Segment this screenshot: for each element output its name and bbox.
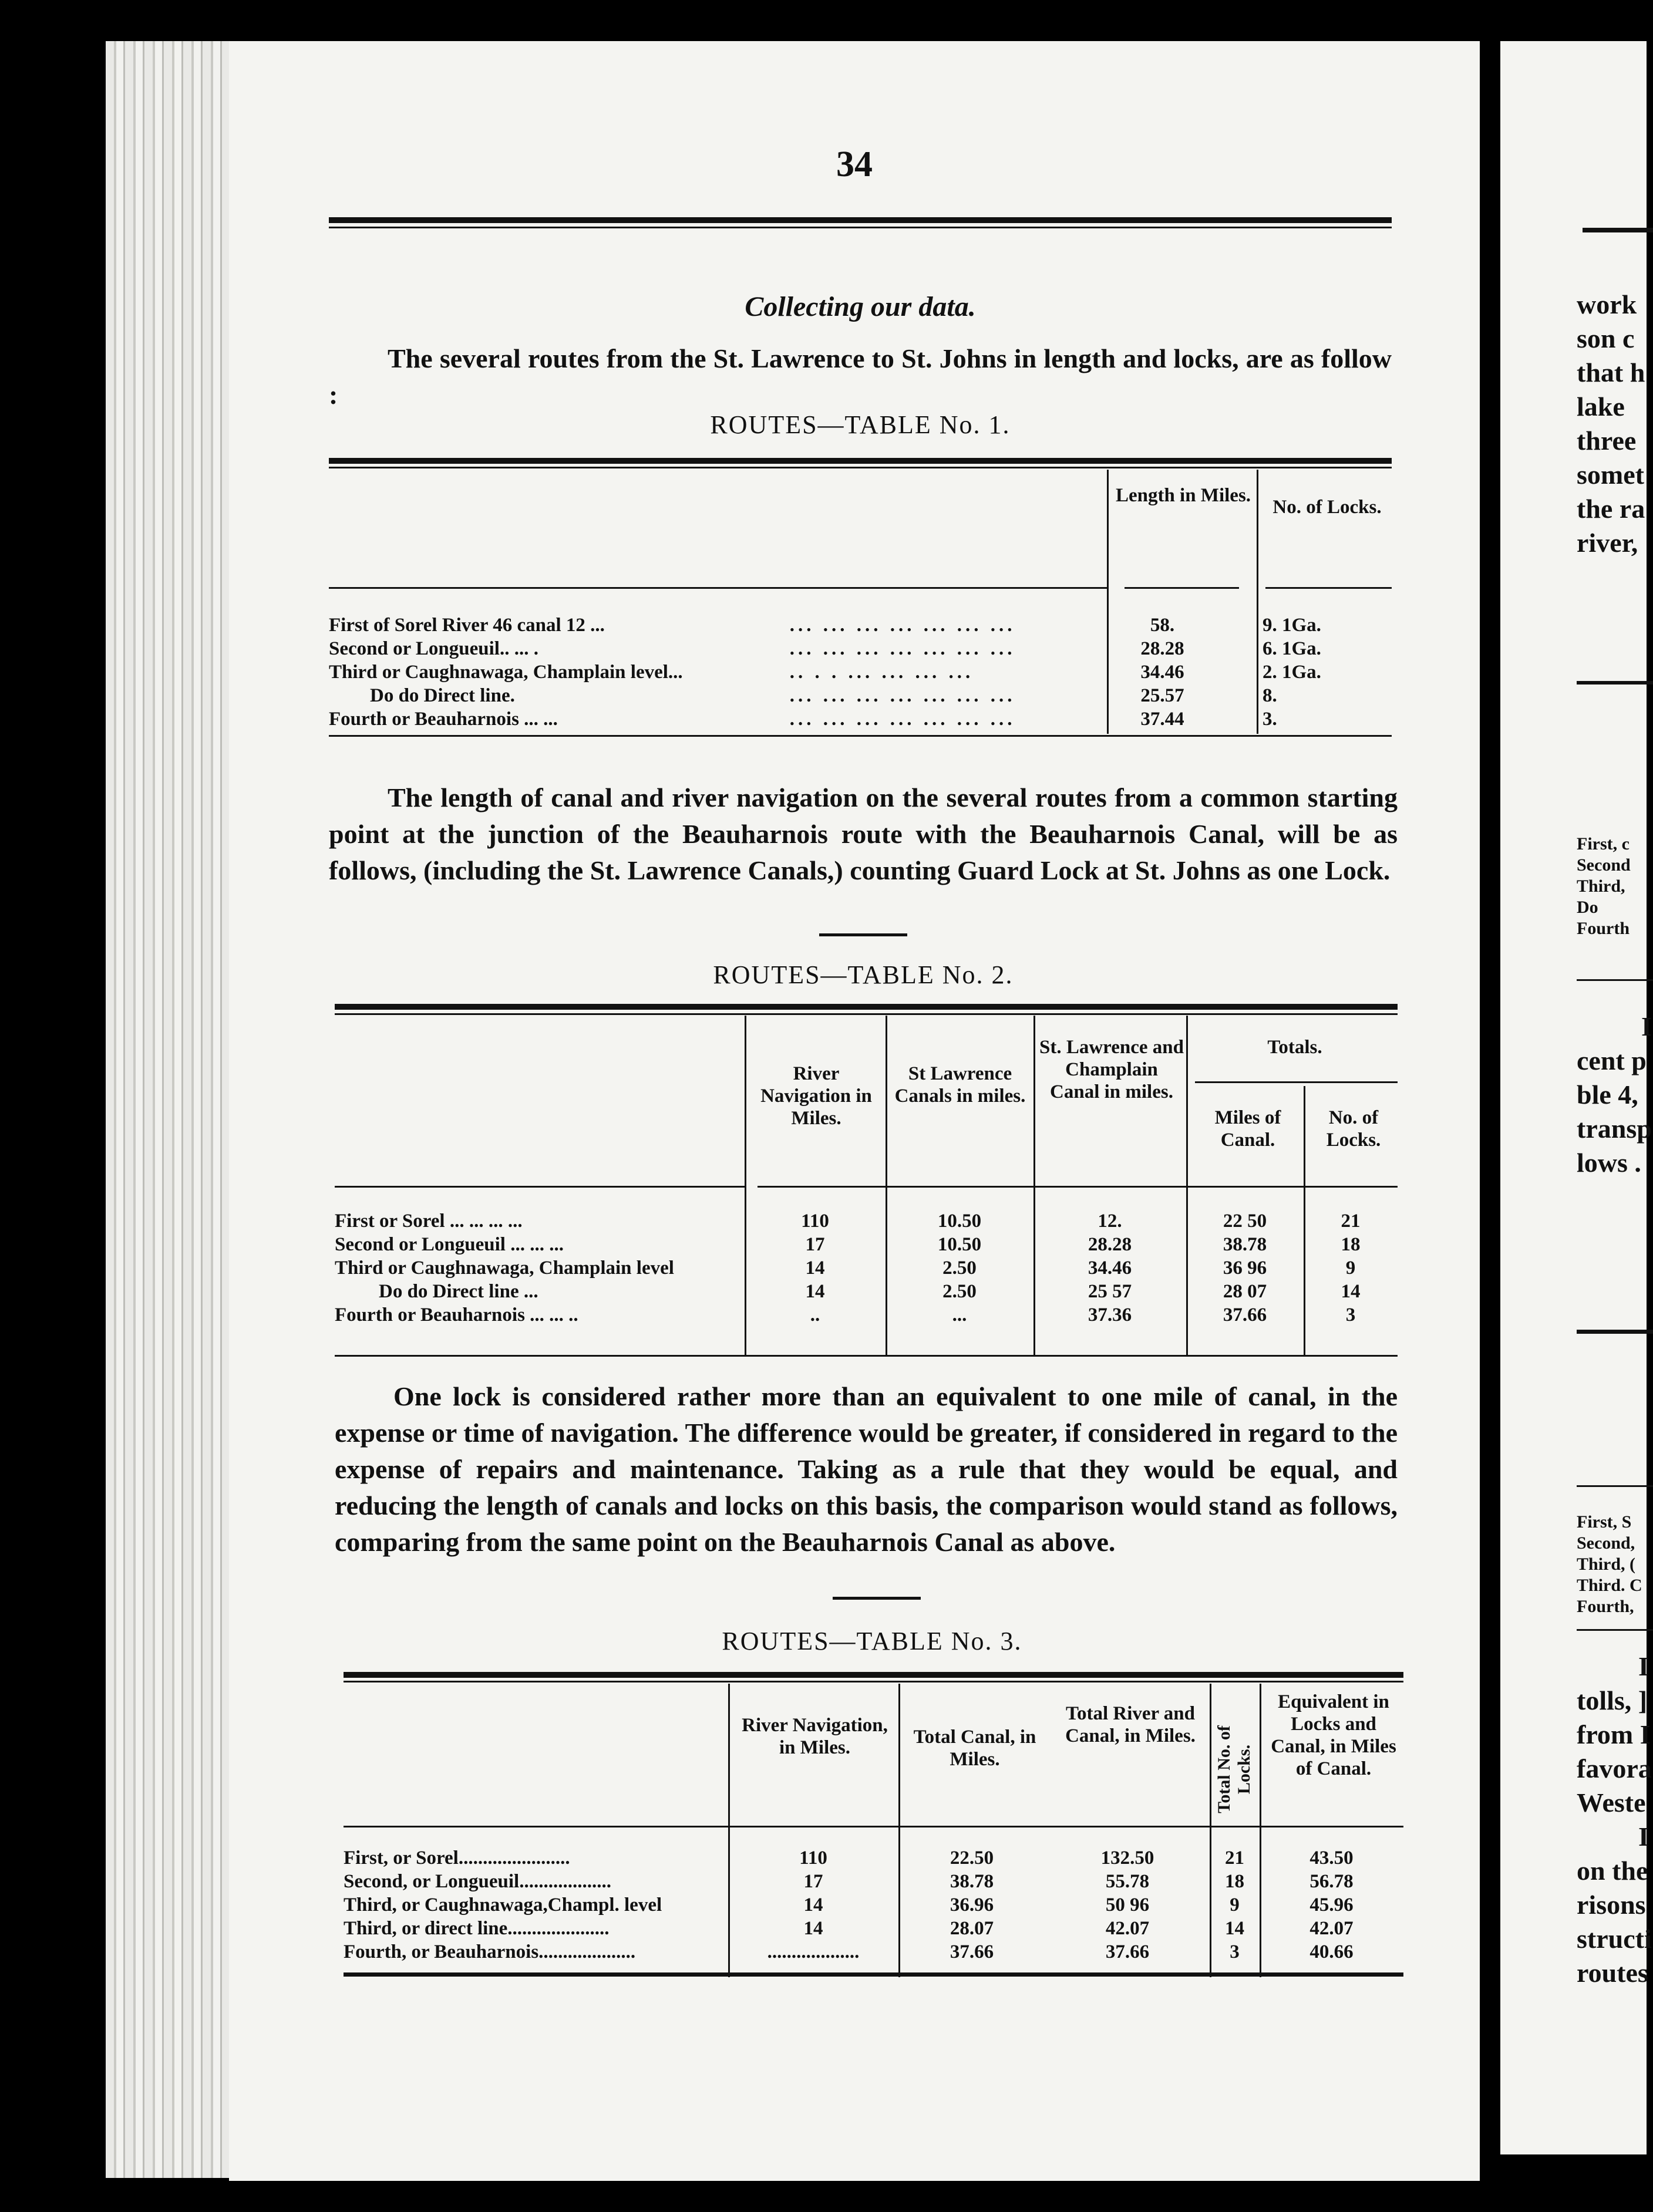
table1-title: ROUTES—TABLE No. 1.	[710, 410, 1011, 439]
canal-cell: 38.78	[950, 1870, 994, 1892]
facing-line: transp	[1577, 1114, 1652, 1144]
table1-bottom-rule	[329, 735, 1392, 737]
row-dots: .. . . ... ... ... ...	[789, 661, 974, 683]
river-cell: ..	[810, 1304, 820, 1326]
facing-line: lows .	[1577, 1148, 1641, 1178]
locks-cell: 14	[1225, 1917, 1244, 1939]
row-label: Second or Longueuil.. ... .	[329, 638, 538, 659]
paragraph-2-text: The length of canal and river navigation on the several routes from a common starting point at the junction of the Beauharnois route with the Beauharnois Canal, will be as follows, (including the St. Lawrence Canals,) counting Guard Lock at St. Johns as one Lock.	[329, 783, 1398, 885]
page-gutter	[1480, 0, 1500, 2212]
miles-cell: 22 50	[1223, 1210, 1267, 1232]
table-row	[335, 1209, 1398, 1233]
paragraph-3	[335, 1378, 1398, 1560]
river-cell: 17	[805, 1233, 825, 1255]
miles-cell: 28 07	[1223, 1280, 1267, 1302]
table3-header-river: River Navigation, in Miles.	[742, 1715, 888, 1758]
facing-line: Second	[1577, 855, 1631, 875]
row-dots: ... ... ... ... ... ... ...	[789, 708, 1016, 730]
facing-rule	[1577, 1330, 1653, 1334]
facing-line: from I	[1577, 1719, 1651, 1749]
locks-cell: 9. 1Ga.	[1263, 614, 1321, 636]
facing-line: First, c	[1577, 834, 1630, 854]
equiv-cell: 43.50	[1309, 1847, 1354, 1869]
facing-rule	[1577, 1485, 1653, 1487]
stl-cell: ...	[952, 1304, 967, 1326]
table2-header-stl: St Lawrence Canals in miles.	[894, 1063, 1026, 1107]
table-row	[344, 1893, 1403, 1917]
table-row	[344, 1917, 1403, 1940]
miles-cell: 38.78	[1223, 1233, 1267, 1255]
facing-line: lake	[1577, 392, 1625, 422]
facing-line: tolls, ]	[1577, 1685, 1648, 1715]
facing-line: I	[1638, 1822, 1649, 1852]
table1-header-rule-b	[1125, 587, 1239, 589]
facing-line: Third. C	[1577, 1576, 1642, 1595]
separator	[833, 1597, 921, 1600]
facing-line: I	[1638, 1651, 1649, 1681]
row-label: Third, or direct line.....................	[344, 1917, 610, 1939]
table2-top-rule-thin	[335, 1013, 1398, 1015]
facing-line: favora	[1577, 1754, 1652, 1783]
table2-header-river: River Navigation in Miles.	[760, 1063, 872, 1129]
table2-header-miles: Miles of Canal.	[1214, 1107, 1281, 1151]
separator	[819, 933, 907, 936]
table3-header-rule	[344, 1826, 1403, 1827]
river-cell: 14	[805, 1257, 825, 1279]
facing-line: risons	[1577, 1890, 1646, 1920]
equiv-cell: 40.66	[1309, 1941, 1354, 1963]
row-label: Fourth or Beauharnois ... ...	[329, 708, 558, 730]
equiv-cell: 56.78	[1309, 1870, 1354, 1892]
row-label: Fourth, or Beauharnois....................	[344, 1941, 636, 1963]
facing-line: somet	[1577, 460, 1644, 490]
stlc-cell: 28.28	[1088, 1233, 1132, 1255]
river-cell: 110	[799, 1847, 827, 1869]
row-label: Do do Direct line.	[370, 684, 515, 706]
miles-cell: 36 96	[1223, 1257, 1267, 1279]
locks-cell: 9	[1345, 1257, 1356, 1279]
row-label: First, or Sorel.......................	[344, 1847, 570, 1869]
equiv-cell: 42.07	[1309, 1917, 1354, 1939]
miles-cell: 37.66	[1223, 1304, 1267, 1326]
paragraph-2	[329, 780, 1398, 889]
total-cell: 37.66	[1105, 1941, 1150, 1963]
row-label: Second, or Longueuil...................	[344, 1870, 611, 1892]
locks-cell: 3	[1345, 1304, 1356, 1326]
facing-line: work	[1577, 289, 1637, 319]
page-number: 34	[836, 144, 873, 184]
paragraph-3-text: One lock is considered rather more than an equivalent to one mile of canal, in the expense or time of navigation. The difference would be greater, if considered in regard to the expense of repairs and maintenance. Taking as a rule that they would be equal, and reducing the length of canals and locks on this basis, the comparison would stand as follows, comparing from the same point on the Beauharnois Canal as above.	[335, 1381, 1398, 1557]
locks-cell: 18	[1225, 1870, 1244, 1892]
facing-line: that h	[1577, 358, 1645, 387]
facing-line: son c	[1577, 323, 1635, 353]
table2	[335, 1209, 1398, 1327]
locks-cell: 14	[1341, 1280, 1361, 1302]
table3-header-canal: Total Canal, in Miles.	[913, 1727, 1036, 1770]
row-label: Fourth or Beauharnois ... ... ..	[335, 1304, 578, 1326]
facing-page-fragment	[1500, 41, 1652, 2154]
locks-cell: 3	[1230, 1941, 1240, 1963]
facing-rule	[1577, 681, 1653, 684]
table1-header-rule-a	[329, 587, 1107, 589]
stl-cell: 2.50	[942, 1257, 977, 1279]
table1-header-length: Length in Miles.	[1115, 485, 1251, 506]
table1	[329, 613, 1392, 731]
row-label: Second or Longueuil ... ... ...	[335, 1233, 564, 1255]
facing-line: routes	[1577, 1958, 1648, 1988]
river-cell: 110	[801, 1210, 829, 1232]
facing-top-rule	[1583, 228, 1653, 232]
table2-header-rule	[758, 1186, 1398, 1188]
facing-line: cent p	[1577, 1046, 1647, 1075]
table-row	[344, 1846, 1403, 1870]
stlc-cell: 37.36	[1088, 1304, 1132, 1326]
row-dots: ... ... ... ... ... ... ...	[789, 638, 1016, 659]
table3-top-rule	[344, 1672, 1403, 1678]
table-row	[335, 1233, 1398, 1256]
locks-cell: 21	[1341, 1210, 1361, 1232]
facing-line: Weste	[1577, 1788, 1646, 1818]
facing-line: three	[1577, 426, 1637, 456]
table3-header-total: Total River and Canal, in Miles.	[1065, 1703, 1196, 1746]
locks-cell: 3.	[1263, 708, 1277, 730]
top-rule-thin	[329, 227, 1392, 228]
row-label: First of Sorel River 46 canal 12 ...	[329, 614, 605, 636]
book-page	[229, 41, 1480, 2181]
section-heading: Collecting our data.	[745, 291, 976, 322]
river-cell: 14	[803, 1917, 823, 1939]
table-row	[329, 637, 1392, 660]
facing-block-4	[1577, 1512, 1642, 1617]
top-rule	[329, 217, 1392, 223]
length-cell: 34.46	[1140, 661, 1184, 683]
canal-cell: 37.66	[950, 1941, 994, 1963]
stl-cell: 10.50	[937, 1233, 982, 1255]
locks-cell: 6. 1Ga.	[1263, 638, 1321, 659]
stl-cell: 10.50	[937, 1210, 982, 1232]
table2-top-rule	[335, 1004, 1398, 1010]
table-row	[329, 707, 1392, 731]
intro-paragraph	[329, 340, 1392, 413]
facing-line: structi	[1577, 1924, 1652, 1954]
table2-header-totals: Totals.	[1267, 1037, 1322, 1058]
facing-line: on the	[1577, 1856, 1648, 1886]
canal-cell: 36.96	[950, 1894, 994, 1916]
row-dots: ... ... ... ... ... ... ...	[789, 684, 1016, 706]
stl-cell: 2.50	[942, 1280, 977, 1302]
total-cell: 50 96	[1105, 1894, 1150, 1916]
facing-line: Fourth	[1577, 919, 1630, 938]
row-label: First or Sorel ... ... ... ...	[335, 1210, 523, 1232]
locks-cell: 18	[1341, 1233, 1361, 1255]
total-cell: 42.07	[1105, 1917, 1150, 1939]
length-cell: 58.	[1150, 614, 1175, 636]
facing-line: Do	[1577, 898, 1598, 917]
facing-line: the ra	[1577, 494, 1645, 524]
total-cell: 55.78	[1105, 1870, 1150, 1892]
table-row	[335, 1280, 1398, 1303]
table1-top-rule-thin	[329, 467, 1392, 468]
table-row	[344, 1870, 1403, 1893]
intro-text: The several routes from the St. Lawrence to St. Johns in length and locks, are as follow :	[329, 343, 1392, 410]
table3-title: ROUTES—TABLE No. 3.	[722, 1627, 1022, 1655]
facing-block-5	[1577, 1650, 1652, 1990]
locks-cell: 8.	[1263, 684, 1277, 706]
facing-block-1	[1577, 288, 1645, 560]
facing-block-3	[1577, 1010, 1652, 1180]
table2-title: ROUTES—TABLE No. 2.	[713, 960, 1014, 989]
facing-line: Second,	[1577, 1533, 1635, 1553]
row-dots: ... ... ... ... ... ... ...	[789, 614, 1016, 636]
river-cell: 17	[803, 1870, 823, 1892]
facing-line: Third,	[1577, 876, 1625, 896]
facing-line: First, S	[1577, 1512, 1632, 1532]
table2-header-rule	[335, 1186, 746, 1188]
table-row	[344, 1940, 1403, 1964]
table2-bottom-rule	[335, 1355, 1398, 1357]
table3-header-locks: Total No. of Locks.	[1214, 1725, 1254, 1813]
equiv-cell: 45.96	[1309, 1894, 1354, 1916]
facing-line: I	[1641, 1011, 1652, 1041]
total-cell: 132.50	[1100, 1847, 1154, 1869]
facing-line: Fourth,	[1577, 1597, 1634, 1616]
table1-header-locks: No. of Locks.	[1272, 497, 1382, 518]
table-row	[335, 1303, 1398, 1327]
facing-line: Third, (	[1577, 1555, 1636, 1574]
canal-cell: 28.07	[950, 1917, 994, 1939]
table2-header-locks: No. of Locks.	[1326, 1107, 1381, 1151]
row-label: Third, or Caughnawaga,Champl. level	[344, 1894, 662, 1916]
table-row	[335, 1256, 1398, 1280]
table-row	[329, 613, 1392, 637]
canal-cell: 22.50	[950, 1847, 994, 1869]
river-cell: ...................	[767, 1941, 860, 1963]
table-row	[329, 684, 1392, 707]
facing-line: river,	[1577, 528, 1638, 558]
table-row	[329, 660, 1392, 684]
row-label: Do do Direct line ...	[379, 1280, 538, 1302]
table3-top-rule-thin	[344, 1681, 1403, 1682]
table2-header-stlc: St. Lawrence and Champlain Canal in miles.	[1039, 1037, 1184, 1102]
locks-cell: 21	[1225, 1847, 1244, 1869]
row-label: Third or Caughnawaga, Champlain level...	[329, 661, 683, 683]
locks-cell: 2. 1Ga.	[1263, 661, 1321, 683]
table3	[344, 1846, 1403, 1964]
stlc-cell: 34.46	[1088, 1257, 1132, 1279]
table1-header-rule-c	[1265, 587, 1392, 589]
stlc-cell: 25 57	[1088, 1280, 1132, 1302]
length-cell: 37.44	[1140, 708, 1184, 730]
locks-cell: 9	[1230, 1894, 1240, 1916]
row-label: Third or Caughnawaga, Champlain level	[335, 1257, 674, 1279]
facing-rule	[1577, 979, 1653, 981]
table3-header-equiv: Equivalent in Locks and Canal, in Miles of Canal.	[1271, 1691, 1396, 1779]
table3-bottom-rule	[344, 1972, 1403, 1977]
book-page-edges	[106, 41, 229, 2178]
river-cell: 14	[803, 1894, 823, 1916]
facing-line: ble 4,	[1577, 1080, 1638, 1110]
facing-rule	[1577, 1629, 1653, 1631]
river-cell: 14	[805, 1280, 825, 1302]
table1-top-rule	[329, 458, 1392, 464]
length-cell: 28.28	[1140, 638, 1184, 659]
stlc-cell: 12.	[1097, 1210, 1122, 1232]
table2-totals-rule	[1195, 1081, 1398, 1083]
length-cell: 25.57	[1140, 684, 1184, 706]
facing-block-2	[1577, 834, 1631, 939]
